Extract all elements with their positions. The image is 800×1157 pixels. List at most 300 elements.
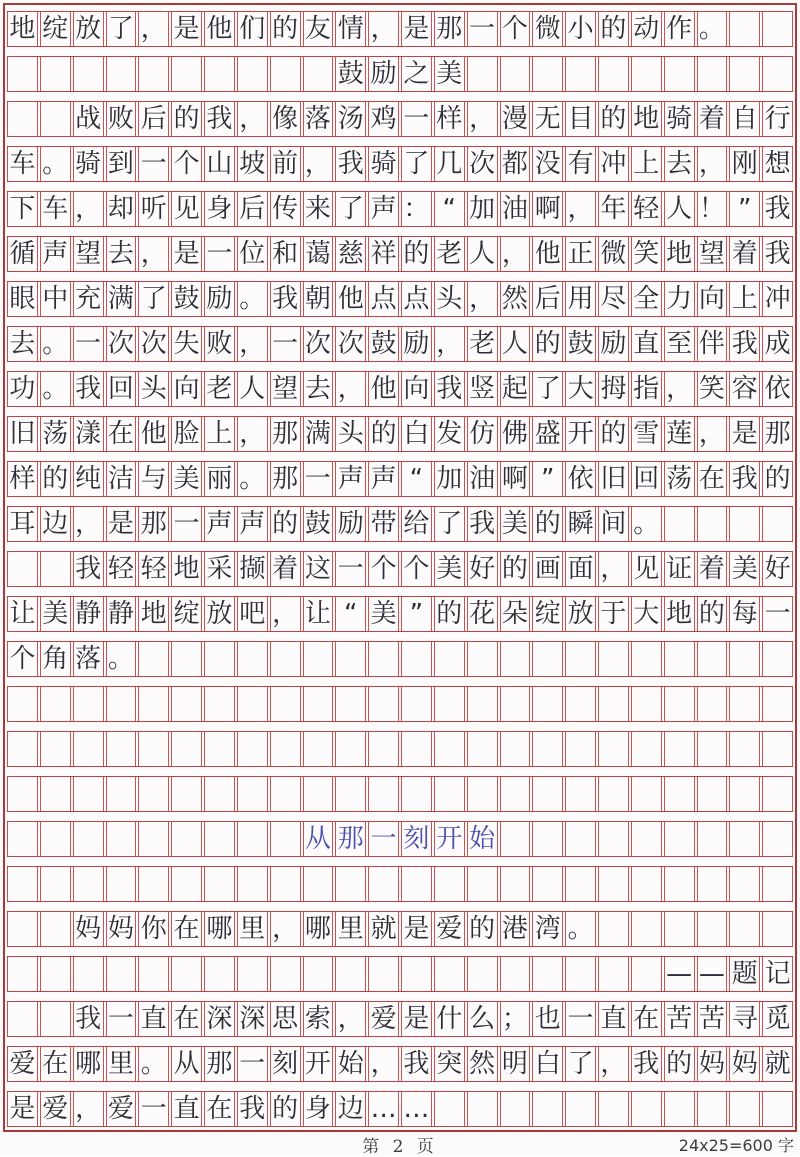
composition-grid	[3, 3, 797, 1132]
handwritten-char-cell: 边	[335, 1092, 366, 1126]
handwritten-char-cell: 声	[204, 507, 235, 541]
grid-cell	[73, 57, 104, 91]
handwritten-char-cell: 大	[631, 597, 662, 631]
handwritten-char-cell: 他	[335, 282, 366, 316]
grid-cell	[729, 822, 760, 856]
handwritten-char-cell: 妈	[73, 912, 104, 946]
grid-cell	[7, 912, 38, 946]
handwritten-char-cell: 去	[7, 327, 38, 361]
handwritten-char-cell: 望	[270, 372, 301, 406]
handwritten-char-cell: 的	[598, 102, 629, 136]
handwritten-char-cell: 美	[434, 57, 465, 91]
grid-row	[7, 56, 793, 92]
handwritten-char-cell: 爱	[368, 1002, 399, 1036]
handwritten-char-cell: 画	[532, 552, 563, 586]
grid-cell	[664, 822, 695, 856]
grid-cell	[106, 822, 137, 856]
handwritten-char-cell: 在	[40, 1047, 71, 1081]
handwritten-char-cell: 励	[598, 327, 629, 361]
handwritten-char-cell: 直	[631, 327, 662, 361]
grid-cell	[664, 687, 695, 721]
handwritten-char-cell: 深	[204, 1002, 235, 1036]
handwritten-char-cell: ，	[270, 597, 301, 631]
handwritten-char-cell: 觅	[762, 1002, 793, 1036]
handwritten-char-cell: 哪	[73, 1047, 104, 1081]
handwritten-char-cell: 湾	[532, 912, 563, 946]
handwritten-char-cell: ，	[138, 237, 169, 271]
handwritten-char-cell: 大	[565, 372, 596, 406]
grid-cell	[138, 777, 169, 811]
handwritten-char-cell: 身	[303, 1092, 334, 1126]
handwritten-char-cell: 祥	[368, 237, 399, 271]
handwritten-char-cell: 听	[138, 192, 169, 226]
handwritten-char-cell: 他	[532, 237, 563, 271]
grid-cell	[729, 57, 760, 91]
handwritten-char-cell: 采	[204, 552, 235, 586]
grid-cell	[762, 777, 793, 811]
handwritten-char-cell: 骑	[73, 147, 104, 181]
grid-cell	[204, 57, 235, 91]
handwritten-char-cell: ：	[401, 192, 432, 226]
handwritten-char-cell: 盛	[532, 417, 563, 451]
grid-cell	[7, 777, 38, 811]
handwritten-char-cell: 我	[270, 282, 301, 316]
grid-cell	[664, 507, 695, 541]
handwritten-char-cell: 地	[171, 552, 202, 586]
handwritten-char-cell: 美	[729, 552, 760, 586]
grid-row	[7, 281, 793, 317]
grid-row	[7, 326, 793, 362]
handwritten-char-cell: 上	[729, 282, 760, 316]
handwritten-char-cell: 冲	[598, 147, 629, 181]
grid-cell	[664, 57, 695, 91]
handwritten-char-cell: ，	[270, 912, 301, 946]
handwritten-char-cell: 。	[138, 1047, 169, 1081]
handwritten-char-cell: 从	[303, 822, 334, 856]
handwritten-char-cell: 人	[467, 237, 498, 271]
handwritten-char-cell: 仿	[467, 417, 498, 451]
grid-cell	[729, 12, 760, 46]
handwritten-char-cell: 败	[204, 327, 235, 361]
handwritten-char-cell: 行	[762, 102, 793, 136]
handwritten-char-cell: 他	[138, 417, 169, 451]
grid-cell	[171, 57, 202, 91]
handwritten-char-cell: 美	[434, 552, 465, 586]
handwritten-char-cell: ；	[500, 1002, 531, 1036]
handwritten-char-cell: ，	[73, 192, 104, 226]
grid-cell	[138, 687, 169, 721]
handwritten-char-cell: 是	[401, 912, 432, 946]
grid-cell	[500, 687, 531, 721]
grid-cell	[664, 732, 695, 766]
handwritten-char-cell: 励	[368, 57, 399, 91]
grid-cell	[270, 957, 301, 991]
handwritten-char-cell: 励	[204, 282, 235, 316]
handwritten-char-cell: 我	[762, 192, 793, 226]
handwritten-char-cell: 失	[171, 327, 202, 361]
handwritten-char-cell: 妈	[697, 1047, 728, 1081]
handwritten-char-cell: 让	[303, 597, 334, 631]
grid-cell	[631, 642, 662, 676]
handwritten-char-cell: 战	[73, 102, 104, 136]
grid-row	[7, 776, 793, 812]
handwritten-char-cell: 始	[335, 1047, 366, 1081]
handwritten-char-cell: 就	[762, 1047, 793, 1081]
handwritten-char-cell: 爱	[106, 1092, 137, 1126]
handwritten-char-cell: 车	[7, 147, 38, 181]
grid-cell	[729, 1092, 760, 1126]
handwritten-char-cell: 深	[237, 1002, 268, 1036]
grid-cell	[631, 957, 662, 991]
handwritten-char-cell: 那	[434, 12, 465, 46]
grid-cell	[532, 1092, 563, 1126]
handwritten-char-cell: 也	[532, 1002, 563, 1036]
handwritten-char-cell: 依	[565, 462, 596, 496]
grid-cell	[467, 687, 498, 721]
handwritten-char-cell: 去	[303, 372, 334, 406]
handwritten-char-cell: 声	[335, 462, 366, 496]
handwritten-char-cell: 情	[335, 12, 366, 46]
grid-cell	[762, 642, 793, 676]
handwritten-char-cell: ，	[565, 192, 596, 226]
handwritten-char-cell: 给	[401, 507, 432, 541]
grid-cell	[500, 1092, 531, 1126]
handwritten-char-cell: 刻	[401, 822, 432, 856]
grid-cell	[565, 57, 596, 91]
grid-cell	[40, 57, 71, 91]
handwritten-char-cell: 瞬	[565, 507, 596, 541]
handwritten-char-cell: 我	[73, 372, 104, 406]
handwritten-char-cell: 回	[106, 372, 137, 406]
handwritten-char-cell: 我	[631, 1047, 662, 1081]
handwritten-char-cell: 绽	[40, 12, 71, 46]
handwritten-char-cell: 鸡	[368, 102, 399, 136]
handwritten-char-cell: 撷	[237, 552, 268, 586]
grid-row	[7, 821, 793, 857]
grid-cell	[204, 822, 235, 856]
handwritten-char-cell: ”	[401, 597, 432, 631]
handwritten-char-cell: …	[401, 1092, 432, 1126]
handwritten-char-cell: 。	[237, 462, 268, 496]
handwritten-char-cell: 里	[106, 1047, 137, 1081]
grid-row	[7, 101, 793, 137]
grid-cell	[500, 642, 531, 676]
grid-cell	[171, 687, 202, 721]
handwritten-char-cell: 全	[631, 282, 662, 316]
handwritten-char-cell: 回	[631, 462, 662, 496]
handwritten-char-cell: 让	[7, 597, 38, 631]
grid-cell	[697, 867, 728, 901]
grid-cell	[500, 957, 531, 991]
grid-cell	[532, 867, 563, 901]
handwritten-char-cell: 开	[303, 1047, 334, 1081]
handwritten-char-cell: 那	[270, 462, 301, 496]
grid-cell	[532, 777, 563, 811]
handwritten-char-cell: 后	[532, 282, 563, 316]
handwritten-char-cell: —	[664, 957, 695, 991]
handwritten-char-cell: 他	[204, 12, 235, 46]
handwritten-char-cell: 几	[434, 147, 465, 181]
handwritten-char-cell: “	[335, 597, 366, 631]
grid-cell	[598, 642, 629, 676]
handwritten-char-cell: 功	[7, 372, 38, 406]
handwritten-char-cell: 鼓	[171, 282, 202, 316]
handwritten-char-cell: 充	[73, 282, 104, 316]
handwritten-char-cell: 老	[434, 237, 465, 271]
grid-cell	[729, 732, 760, 766]
handwritten-char-cell: 拇	[598, 372, 629, 406]
handwritten-char-cell: 笑	[631, 237, 662, 271]
grid-cell	[762, 57, 793, 91]
handwritten-char-cell: 了	[106, 12, 137, 46]
handwritten-char-cell: 间	[598, 507, 629, 541]
handwritten-char-cell: 样	[434, 102, 465, 136]
handwritten-char-cell: 那	[762, 417, 793, 451]
grid-cell	[467, 642, 498, 676]
handwritten-char-cell: 那	[335, 822, 366, 856]
handwritten-char-cell: 是	[729, 417, 760, 451]
handwritten-char-cell: 在	[697, 462, 728, 496]
grid-cell	[729, 507, 760, 541]
grid-cell	[565, 1092, 596, 1126]
handwritten-char-cell: …	[368, 1092, 399, 1126]
handwritten-char-cell: 寻	[729, 1002, 760, 1036]
handwritten-char-cell: 声	[40, 237, 71, 271]
handwritten-char-cell: 中	[40, 282, 71, 316]
grid-row	[7, 1001, 793, 1037]
handwritten-char-cell: 轻	[631, 192, 662, 226]
handwritten-char-cell: 像	[270, 102, 301, 136]
grid-cell	[40, 777, 71, 811]
handwritten-char-cell: 加	[434, 462, 465, 496]
handwritten-char-cell: 起	[500, 372, 531, 406]
grid-cell	[40, 1002, 71, 1036]
handwritten-char-cell: 了	[138, 282, 169, 316]
handwritten-char-cell: 骑	[664, 102, 695, 136]
grid-cell	[434, 957, 465, 991]
grid-cell	[729, 687, 760, 721]
handwritten-char-cell: 油	[467, 462, 498, 496]
grid-cell	[500, 867, 531, 901]
grid-cell	[762, 687, 793, 721]
grid-cell	[697, 1092, 728, 1126]
handwritten-char-cell: 头	[335, 417, 366, 451]
handwritten-char-cell: 循	[7, 237, 38, 271]
grid-cell	[106, 957, 137, 991]
handwritten-char-cell: 都	[500, 147, 531, 181]
handwritten-char-cell: 我	[73, 1002, 104, 1036]
grid-cell	[565, 777, 596, 811]
handwritten-char-cell: 有	[565, 147, 596, 181]
handwritten-char-cell: “	[434, 192, 465, 226]
handwritten-char-cell: 我	[467, 507, 498, 541]
grid-cell	[434, 1092, 465, 1126]
grid-cell	[73, 732, 104, 766]
handwritten-char-cell: 。	[40, 327, 71, 361]
grid-cell	[532, 687, 563, 721]
handwritten-char-cell: 位	[237, 237, 268, 271]
grid-row	[7, 506, 793, 542]
handwritten-char-cell: 角	[40, 642, 71, 676]
handwritten-char-cell: 的	[467, 912, 498, 946]
handwritten-char-cell: 友	[303, 12, 334, 46]
handwritten-char-cell: 一	[401, 102, 432, 136]
handwritten-char-cell: ，	[138, 12, 169, 46]
handwritten-char-cell: 是	[401, 1002, 432, 1036]
handwritten-char-cell: 上	[204, 417, 235, 451]
handwritten-char-cell: 样	[7, 462, 38, 496]
handwritten-char-cell: 老	[467, 327, 498, 361]
grid-cell	[762, 507, 793, 541]
handwritten-char-cell: 败	[106, 102, 137, 136]
handwritten-char-cell: 满	[303, 417, 334, 451]
grid-cell	[138, 642, 169, 676]
handwritten-char-cell: 的	[532, 507, 563, 541]
handwritten-char-cell: 和	[270, 237, 301, 271]
grid-row	[7, 551, 793, 587]
handwritten-char-cell: 声	[368, 462, 399, 496]
handwritten-char-cell: 地	[664, 597, 695, 631]
handwritten-char-cell: 。	[631, 507, 662, 541]
grid-cell	[237, 867, 268, 901]
handwritten-char-cell: 一	[237, 1047, 268, 1081]
handwritten-char-cell: 了	[565, 1047, 596, 1081]
grid-cell	[762, 912, 793, 946]
grid-cell	[401, 957, 432, 991]
handwritten-char-cell: 我	[729, 327, 760, 361]
handwritten-char-cell: 证	[664, 552, 695, 586]
handwritten-char-cell: 在	[171, 912, 202, 946]
handwritten-char-cell: 一	[368, 822, 399, 856]
handwritten-char-cell: 传	[270, 192, 301, 226]
grid-row	[7, 596, 793, 632]
handwritten-char-cell: 什	[434, 1002, 465, 1036]
handwritten-char-cell: 花	[467, 597, 498, 631]
sheet-footer	[0, 1129, 800, 1156]
handwritten-char-cell: 我	[434, 372, 465, 406]
grid-cell	[303, 57, 334, 91]
handwritten-char-cell: 里	[237, 912, 268, 946]
grid-row	[7, 686, 793, 722]
handwritten-char-cell: 在	[106, 417, 137, 451]
handwritten-char-cell: 的	[270, 12, 301, 46]
handwritten-char-cell: 伴	[697, 327, 728, 361]
handwritten-char-cell: 美	[40, 597, 71, 631]
handwritten-char-cell: 从	[171, 1047, 202, 1081]
handwritten-char-cell: 个	[7, 642, 38, 676]
grid-cell	[664, 867, 695, 901]
grid-cell	[565, 957, 596, 991]
handwritten-char-cell: 静	[106, 597, 137, 631]
handwritten-char-cell: 白	[532, 1047, 563, 1081]
grid-cell	[171, 642, 202, 676]
grid-cell	[270, 57, 301, 91]
handwritten-char-cell: 一	[270, 327, 301, 361]
grid-cell	[368, 867, 399, 901]
grid-cell	[73, 777, 104, 811]
grid-cell	[565, 687, 596, 721]
grid-cell	[697, 507, 728, 541]
handwritten-char-cell: 直	[171, 1092, 202, 1126]
grid-cell	[697, 687, 728, 721]
handwritten-char-cell: 苦	[697, 1002, 728, 1036]
handwritten-char-cell: 自	[729, 102, 760, 136]
handwritten-char-cell: 个	[368, 552, 399, 586]
grid-cell	[106, 777, 137, 811]
grid-cell	[303, 732, 334, 766]
handwritten-char-cell: 汤	[335, 102, 366, 136]
handwritten-char-cell: 的	[401, 237, 432, 271]
handwritten-char-cell: 然	[467, 1047, 498, 1081]
handwritten-char-cell: ，	[467, 282, 498, 316]
handwritten-char-cell: 至	[664, 327, 695, 361]
handwritten-char-cell: 佛	[500, 417, 531, 451]
handwritten-char-cell: ”	[532, 462, 563, 496]
handwritten-char-cell: 力	[664, 282, 695, 316]
grid-cell	[171, 867, 202, 901]
grid-cell	[631, 822, 662, 856]
grid-cell	[598, 1092, 629, 1126]
grid-cell	[138, 57, 169, 91]
handwritten-char-cell: 的	[40, 462, 71, 496]
handwritten-char-cell: 爱	[434, 912, 465, 946]
handwritten-char-cell: 放	[204, 597, 235, 631]
handwritten-char-cell: 了	[335, 192, 366, 226]
grid-cell	[697, 912, 728, 946]
grid-cell	[598, 57, 629, 91]
handwritten-char-cell: 向	[697, 282, 728, 316]
handwritten-char-cell: 漾	[73, 417, 104, 451]
grid-cell	[434, 687, 465, 721]
handwritten-char-cell: 静	[73, 597, 104, 631]
handwritten-char-cell: ，	[237, 417, 268, 451]
grid-cell	[237, 777, 268, 811]
grid-cell	[401, 642, 432, 676]
handwritten-char-cell: 丽	[204, 462, 235, 496]
grid-cell	[631, 57, 662, 91]
grid-cell	[467, 867, 498, 901]
grid-cell	[7, 57, 38, 91]
handwritten-char-cell: 依	[762, 372, 793, 406]
handwritten-char-cell: 莲	[664, 417, 695, 451]
grid-cell	[532, 57, 563, 91]
grid-cell	[467, 1092, 498, 1126]
handwritten-char-cell: 冲	[762, 282, 793, 316]
handwritten-char-cell: 耳	[7, 507, 38, 541]
page-number-label: 第 2 页	[362, 1137, 438, 1157]
handwritten-char-cell: 与	[138, 462, 169, 496]
grid-cell	[729, 642, 760, 676]
handwritten-char-cell: 目	[565, 102, 596, 136]
handwritten-char-cell: 鼓	[335, 57, 366, 91]
grid-cell	[106, 57, 137, 91]
grid-cell	[467, 732, 498, 766]
handwritten-char-cell: 你	[138, 912, 169, 946]
handwritten-char-cell: 励	[335, 507, 366, 541]
grid-cell	[237, 687, 268, 721]
handwritten-char-cell: 地	[664, 237, 695, 271]
grid-cell	[467, 777, 498, 811]
handwritten-char-cell: 。	[40, 372, 71, 406]
grid-cell	[237, 57, 268, 91]
grid-cell	[467, 957, 498, 991]
grid-cell	[434, 642, 465, 676]
handwritten-char-cell: ，	[303, 147, 334, 181]
handwritten-char-cell: —	[697, 957, 728, 991]
grid-cell	[40, 687, 71, 721]
handwritten-char-cell: 轻	[106, 552, 137, 586]
handwritten-char-cell: 索	[303, 1002, 334, 1036]
